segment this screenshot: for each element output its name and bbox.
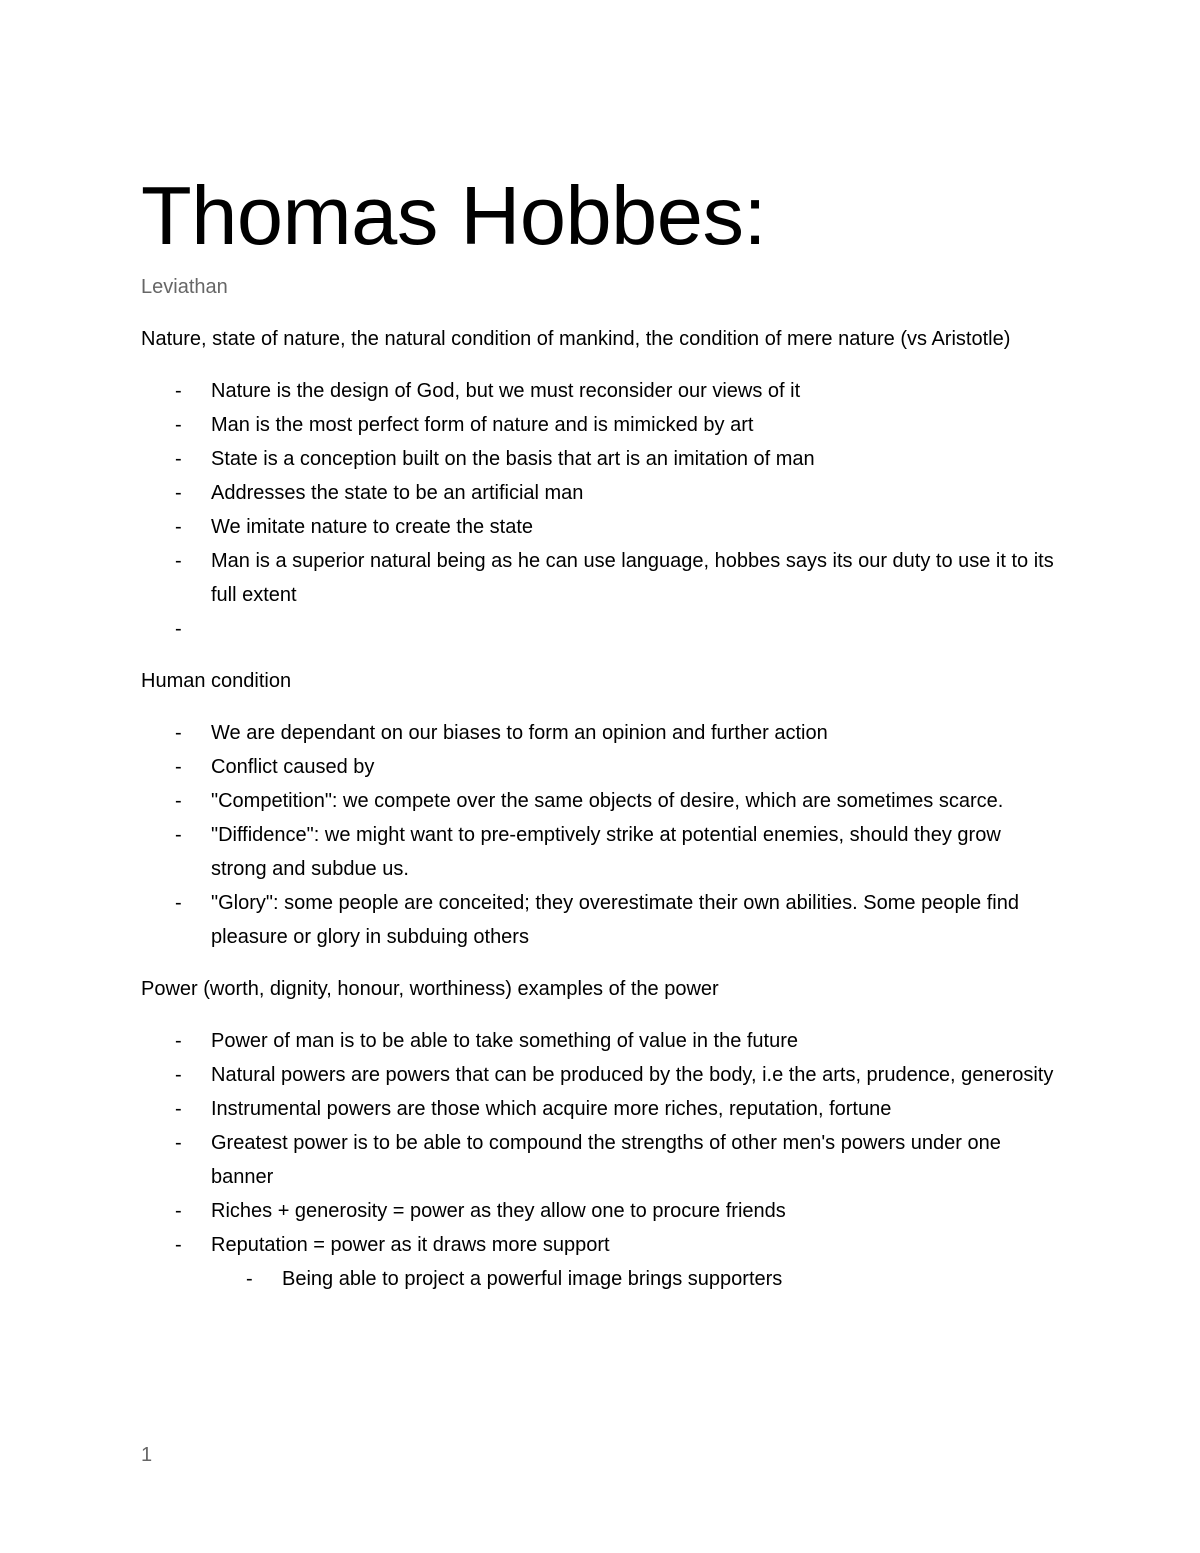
list-item: - Man is a superior natural being as he can use language, hobbes says its our duty to use it to its full extent xyxy=(141,544,1061,612)
bullet-list-power xyxy=(141,1024,1061,1296)
document-title: Thomas Hobbes: xyxy=(141,169,767,262)
page-number: 1 xyxy=(141,1444,153,1466)
document-subtitle: Leviathan xyxy=(141,276,228,298)
bullet-list-human-condition xyxy=(141,716,1061,954)
list-item: - State is a conception built on the basis that art is an imitation of man xyxy=(141,442,1061,476)
list-item: - We are dependant on our biases to form an opinion and further action xyxy=(141,716,1061,750)
list-item: - We imitate nature to create the state xyxy=(141,510,1061,544)
list-item: - Addresses the state to be an artificial man xyxy=(141,476,1061,510)
list-item: - "Competition": we compete over the same objects of desire, which are sometimes scarce. xyxy=(141,784,1061,818)
list-item: - Nature is the design of God, but we must reconsider our views of it xyxy=(141,374,1061,408)
section-heading-human-condition: Human condition xyxy=(141,670,292,692)
bullet-list-nature xyxy=(141,374,1061,646)
list-item: - Man is the most perfect form of nature and is mimicked by art xyxy=(141,408,1061,442)
document-content xyxy=(141,168,1061,1314)
list-item: - Natural powers are powers that can be produced by the body, i.e the arts, prudence, generosity xyxy=(141,1058,1061,1092)
list-item: - Riches + generosity = power as they allow one to procure friends xyxy=(141,1194,1061,1228)
list-item: - Conflict caused by xyxy=(141,750,1061,784)
list-item: - "Glory": some people are conceited; they overestimate their own abilities. Some people find pleasure or glory in subduing others xyxy=(141,886,1061,954)
list-item: - Reputation = power as it draws more support xyxy=(141,1228,1061,1262)
section-heading-nature: Nature, state of nature, the natural condition of mankind, the condition of mere nature (vs Aristotle) xyxy=(141,328,1011,350)
list-item: - "Diffidence": we might want to pre-emptively strike at potential enemies, should they grow strong and subdue us. xyxy=(141,818,1061,886)
list-item: - Power of man is to be able to take something of value in the future xyxy=(141,1024,1061,1058)
list-item: - Greatest power is to be able to compound the strengths of other men's powers under one banner xyxy=(141,1126,1061,1194)
section-heading-power: Power (worth, dignity, honour, worthiness) examples of the power xyxy=(141,978,719,1000)
list-item-empty xyxy=(141,612,1061,646)
sub-list-item: - Being able to project a powerful image brings supporters xyxy=(141,1262,1061,1296)
list-item: - Instrumental powers are those which acquire more riches, reputation, fortune xyxy=(141,1092,1061,1126)
